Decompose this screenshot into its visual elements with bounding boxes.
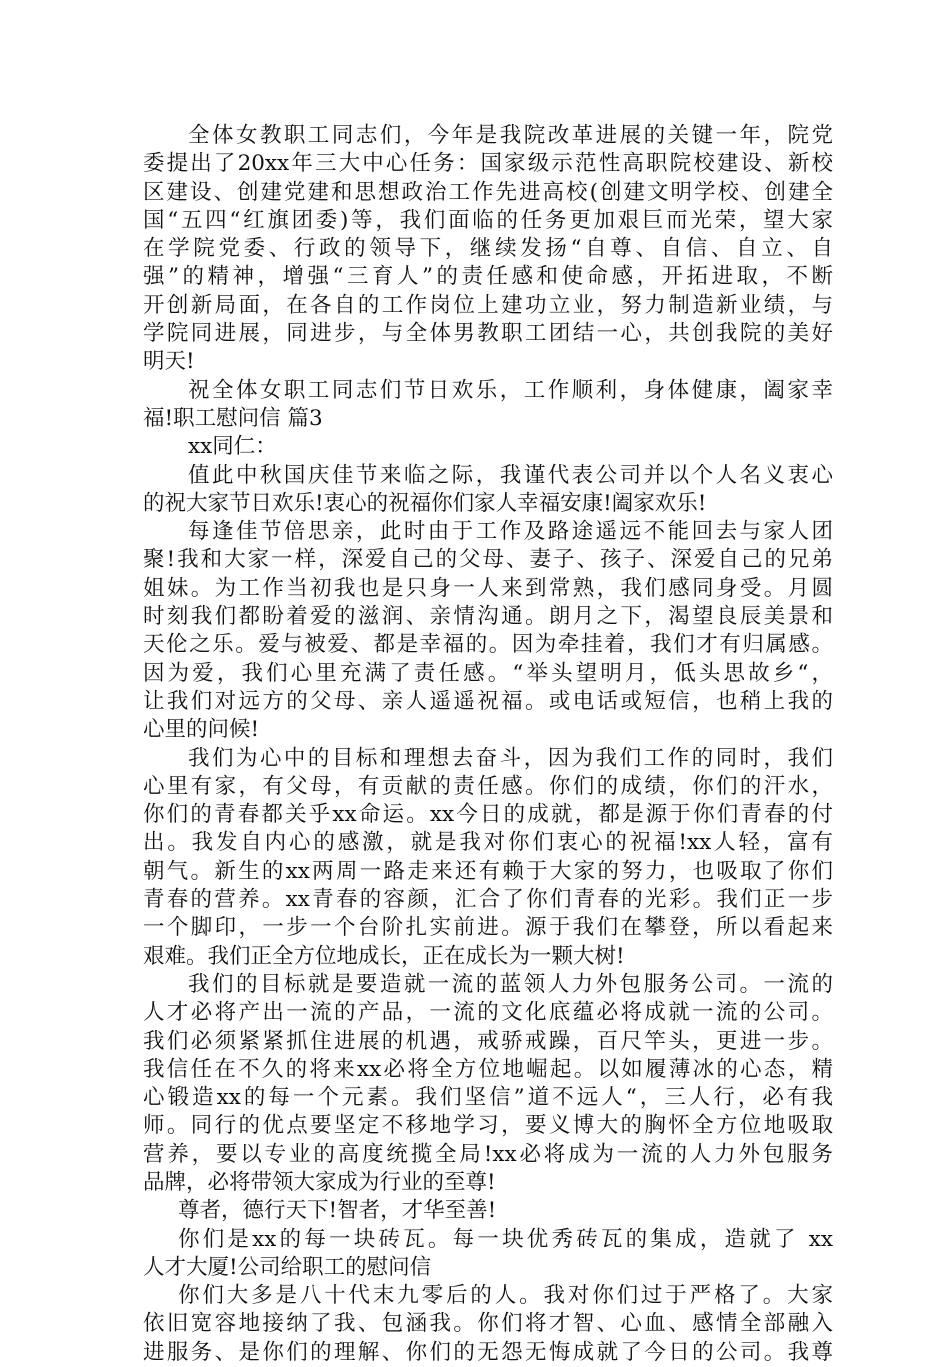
text-line: 心里有家，有父母，有贡献的责任感。你们的成绩，你们的汗水， — [143, 773, 833, 799]
text-line: 开创新局面，在各自的工作岗位上建功立业，努力制造新业绩，与 — [143, 292, 833, 318]
text-line: 出。我发自内心的感激，就是我对你们衷心的祝福!xx人轻，富有 — [143, 830, 833, 856]
text-line: 委提出了20xx年三大中心任务：国家级示范性高职院校建设、新校 — [143, 151, 833, 177]
text-line: 师。同行的优点要坚定不移地学习，要义博大的胸怀全方位地吸取 — [143, 1113, 833, 1139]
text-line: 每逢佳节倍思亲，此时由于工作及路途遥远不能回去与家人团 — [188, 519, 833, 545]
text-line: 人才大厦!公司给职工的慰问信 — [143, 1254, 432, 1280]
text-line: 心锻造xx的每一个元素。我们坚信”道不远人“，三人行，必有我 — [143, 1085, 833, 1111]
text-line: 值此中秋国庆佳节来临之际，我谨代表公司并以个人名义衷心 — [188, 462, 833, 488]
text-line: 尊者，德行天下!智者，才华至善! — [178, 1198, 497, 1224]
text-line: 聚!我和大家一样，深爱自己的父母、妻子、孩子、深爱自己的兄弟 — [143, 547, 833, 573]
text-line: 祝全体女职工同志们节日欢乐，工作顺利，身体健康，阖家幸 — [188, 377, 833, 403]
text-line: 学院同进展，同进步，与全体男教职工团结一心，共创我院的美好 — [143, 321, 833, 347]
text-line: 的祝大家节日欢乐!衷心的祝福你们家人幸福安康!阖家欢乐! — [143, 490, 707, 516]
text-line: 营养，要以专业的高度统揽全局!xx必将成为一流的人力外包服务 — [143, 1141, 833, 1167]
text-line: 强”的精神，增强“三育人”的责任感和使命感，开拓进取，不断 — [143, 264, 833, 290]
text-line: xx同仁： — [188, 434, 277, 460]
text-line: 进服务、是你们的理解、你们的无怨无悔成就了今日的公司。我尊 — [143, 1339, 833, 1365]
text-line: 在学院党委、行政的领导下，继续发扬“自尊、自信、自立、自 — [143, 236, 833, 262]
text-line: 青春的营养。xx青春的容颜，汇合了你们青春的光彩。我们正一步 — [143, 887, 833, 913]
text-line: 一个脚印，一步一个台阶扎实前进。源于我们在攀登，所以看起来 — [143, 915, 833, 941]
text-line: 我信任在不久的将来xx必将全方位地崛起。以如履薄冰的心态，精 — [143, 1056, 833, 1082]
text-line: 姐妹。为工作当初我也是只身一人来到常熟，我们感同身受。月圆 — [143, 575, 833, 601]
text-line: 时刻我们都盼着爱的滋润、亲情沟通。朗月之下，渴望良辰美景和 — [143, 604, 833, 630]
text-line: 我们的目标就是要造就一流的蓝领人力外包服务公司。一流的 — [188, 971, 833, 997]
text-line: 天伦之乐。爱与被爱、都是幸福的。因为牵挂着，我们才有归属感。 — [143, 632, 833, 658]
text-line: 我们必须紧紧抓住进展的机遇，戒骄戒躁，百尺竿头，更进一步。 — [143, 1028, 833, 1054]
text-line: 明天! — [143, 349, 195, 375]
text-line: 朝气。新生的xx两周一路走来还有赖于大家的努力，也吸取了你们 — [143, 858, 833, 884]
text-line: 福!职工慰问信 篇3 — [143, 405, 323, 431]
text-line: 国“五四“红旗团委)等，我们面临的任务更加艰巨而光荣，望大家 — [143, 207, 833, 233]
text-line: 品牌，必将带领大家成为行业的至尊! — [143, 1169, 496, 1195]
text-line: 让我们对远方的父母、亲人遥遥祝福。或电话或短信，也稍上我的 — [143, 688, 833, 714]
document-body — [143, 122, 833, 1367]
text-line: 你们是xx的每一块砖瓦。每一块优秀砖瓦的集成，造就了 xx — [178, 1226, 833, 1252]
text-line: 我们为心中的目标和理想去奋斗，因为我们工作的同时，我们 — [188, 745, 833, 771]
text-line: 你们的青春都关乎xx命运。xx今日的成就，都是源于你们青春的付 — [143, 802, 833, 828]
text-line: 人才必将产出一流的产品，一流的文化底蕴必将成就一流的公司。 — [143, 1000, 833, 1026]
text-line: 因为爱，我们心里充满了责任感。“举头望明月，低头思故乡“， — [143, 660, 833, 686]
text-line: 心里的问候! — [143, 717, 260, 743]
text-line: 你们大多是八十代末九零后的人。我对你们过于严格了。大家 — [178, 1283, 833, 1309]
text-line: 全体女教职工同志们，今年是我院改革进展的关键一年，院党 — [188, 123, 833, 148]
text-line: 依旧宽容地接纳了我、包涵我。你们将才智、心血、感情全部融入 — [143, 1311, 833, 1337]
text-line: 艰难。我们正全方位地成长，正在成长为一颗大树! — [143, 943, 625, 969]
text-line: 区建设、创建党建和思想政治工作先进高校(创建文明学校、创建全 — [143, 179, 833, 205]
